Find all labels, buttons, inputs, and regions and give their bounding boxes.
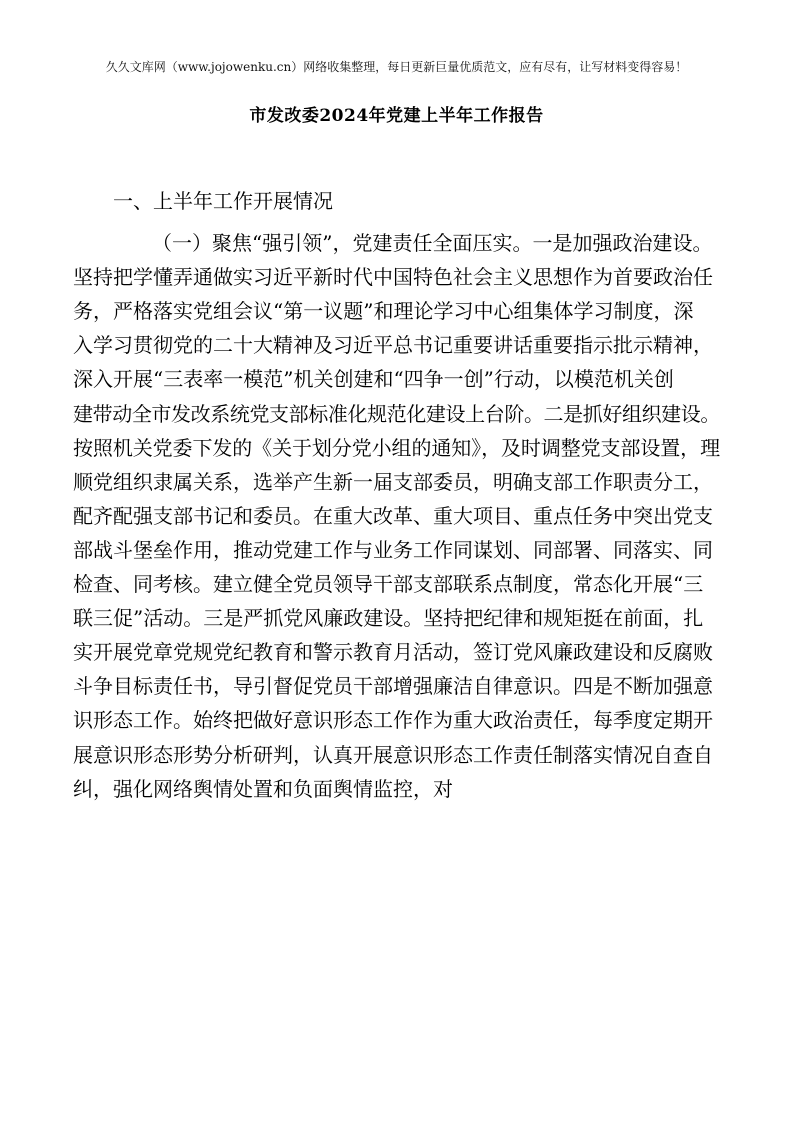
paragraph-line: 务，严格落实党组会议“第一议题”和理论学习中心组集体学习制度，深: [73, 299, 694, 323]
paragraph-line: 检查、同考核。建立健全党员领导干部支部联系点制度，常态化开展“三: [73, 572, 704, 596]
paragraph-line: 顺党组织隶属关系，选举产生新一届支部委员，明确支部工作职责分工，: [73, 470, 713, 494]
paragraph-line: 识形态工作。始终把做好意识形态工作作为重大政治责任，每季度定期开: [73, 708, 713, 732]
paragraph-line: 斗争目标责任书，导引督促党员干部增强廉洁自律意识。四是不断加强意: [73, 674, 713, 698]
paragraph-line: 建带动全市发改系统党支部标准化规范化建设上台阶。二是抓好组织建设。: [73, 402, 720, 426]
paragraph-line: 纠，强化网络舆情处置和负面舆情监控，对: [73, 777, 453, 801]
paragraph-line: 联三促”活动。三是严抓党风廉政建设。坚持把纪律和规矩挺在前面，扎: [73, 606, 704, 630]
paragraph-line: 展意识形态形势分析研判，认真开展意识形态工作责任制落实情况自查自: [73, 743, 713, 767]
paragraph-line: （一）聚焦“强引领”，党建责任全面压实。一是加强政治建设。: [152, 231, 713, 255]
header-note: 久久文库网（www.jojowenku.cn）网络收集整理，每日更新巨量优质范文，应有尽有，让写材料变得容易！: [105, 60, 688, 74]
paragraph-line: 部战斗堡垒作用，推动党建工作与业务工作同谋划、同部署、同落实、同: [73, 538, 713, 562]
paragraph-line: 坚持把学懂弄通做实习近平新时代中国特色社会主义思想作为首要政治任: [73, 265, 713, 289]
paragraph-line: 实开展党章党规党纪教育和警示教育月活动，签订党风廉政建设和反腐败: [73, 640, 713, 664]
paragraph-line: 按照机关党委下发的《关于划分党小组的通知》，及时调整党支部设置，理: [73, 436, 720, 460]
section-heading: 一、上半年工作开展情况: [113, 189, 333, 213]
page-title: 市发改委2024年党建上半年工作报告: [249, 106, 544, 126]
paragraph-line: 深入开展“三表率一模范”机关创建和“四争一创”行动，以模范机关创: [73, 367, 674, 391]
paragraph-line: 入学习贯彻党的二十大精神及习近平总书记重要讲话重要指示批示精神，: [73, 333, 713, 357]
paragraph-line: 配齐配强支部书记和委员。在重大改革、重大项目、重点任务中突出党支: [73, 504, 713, 528]
